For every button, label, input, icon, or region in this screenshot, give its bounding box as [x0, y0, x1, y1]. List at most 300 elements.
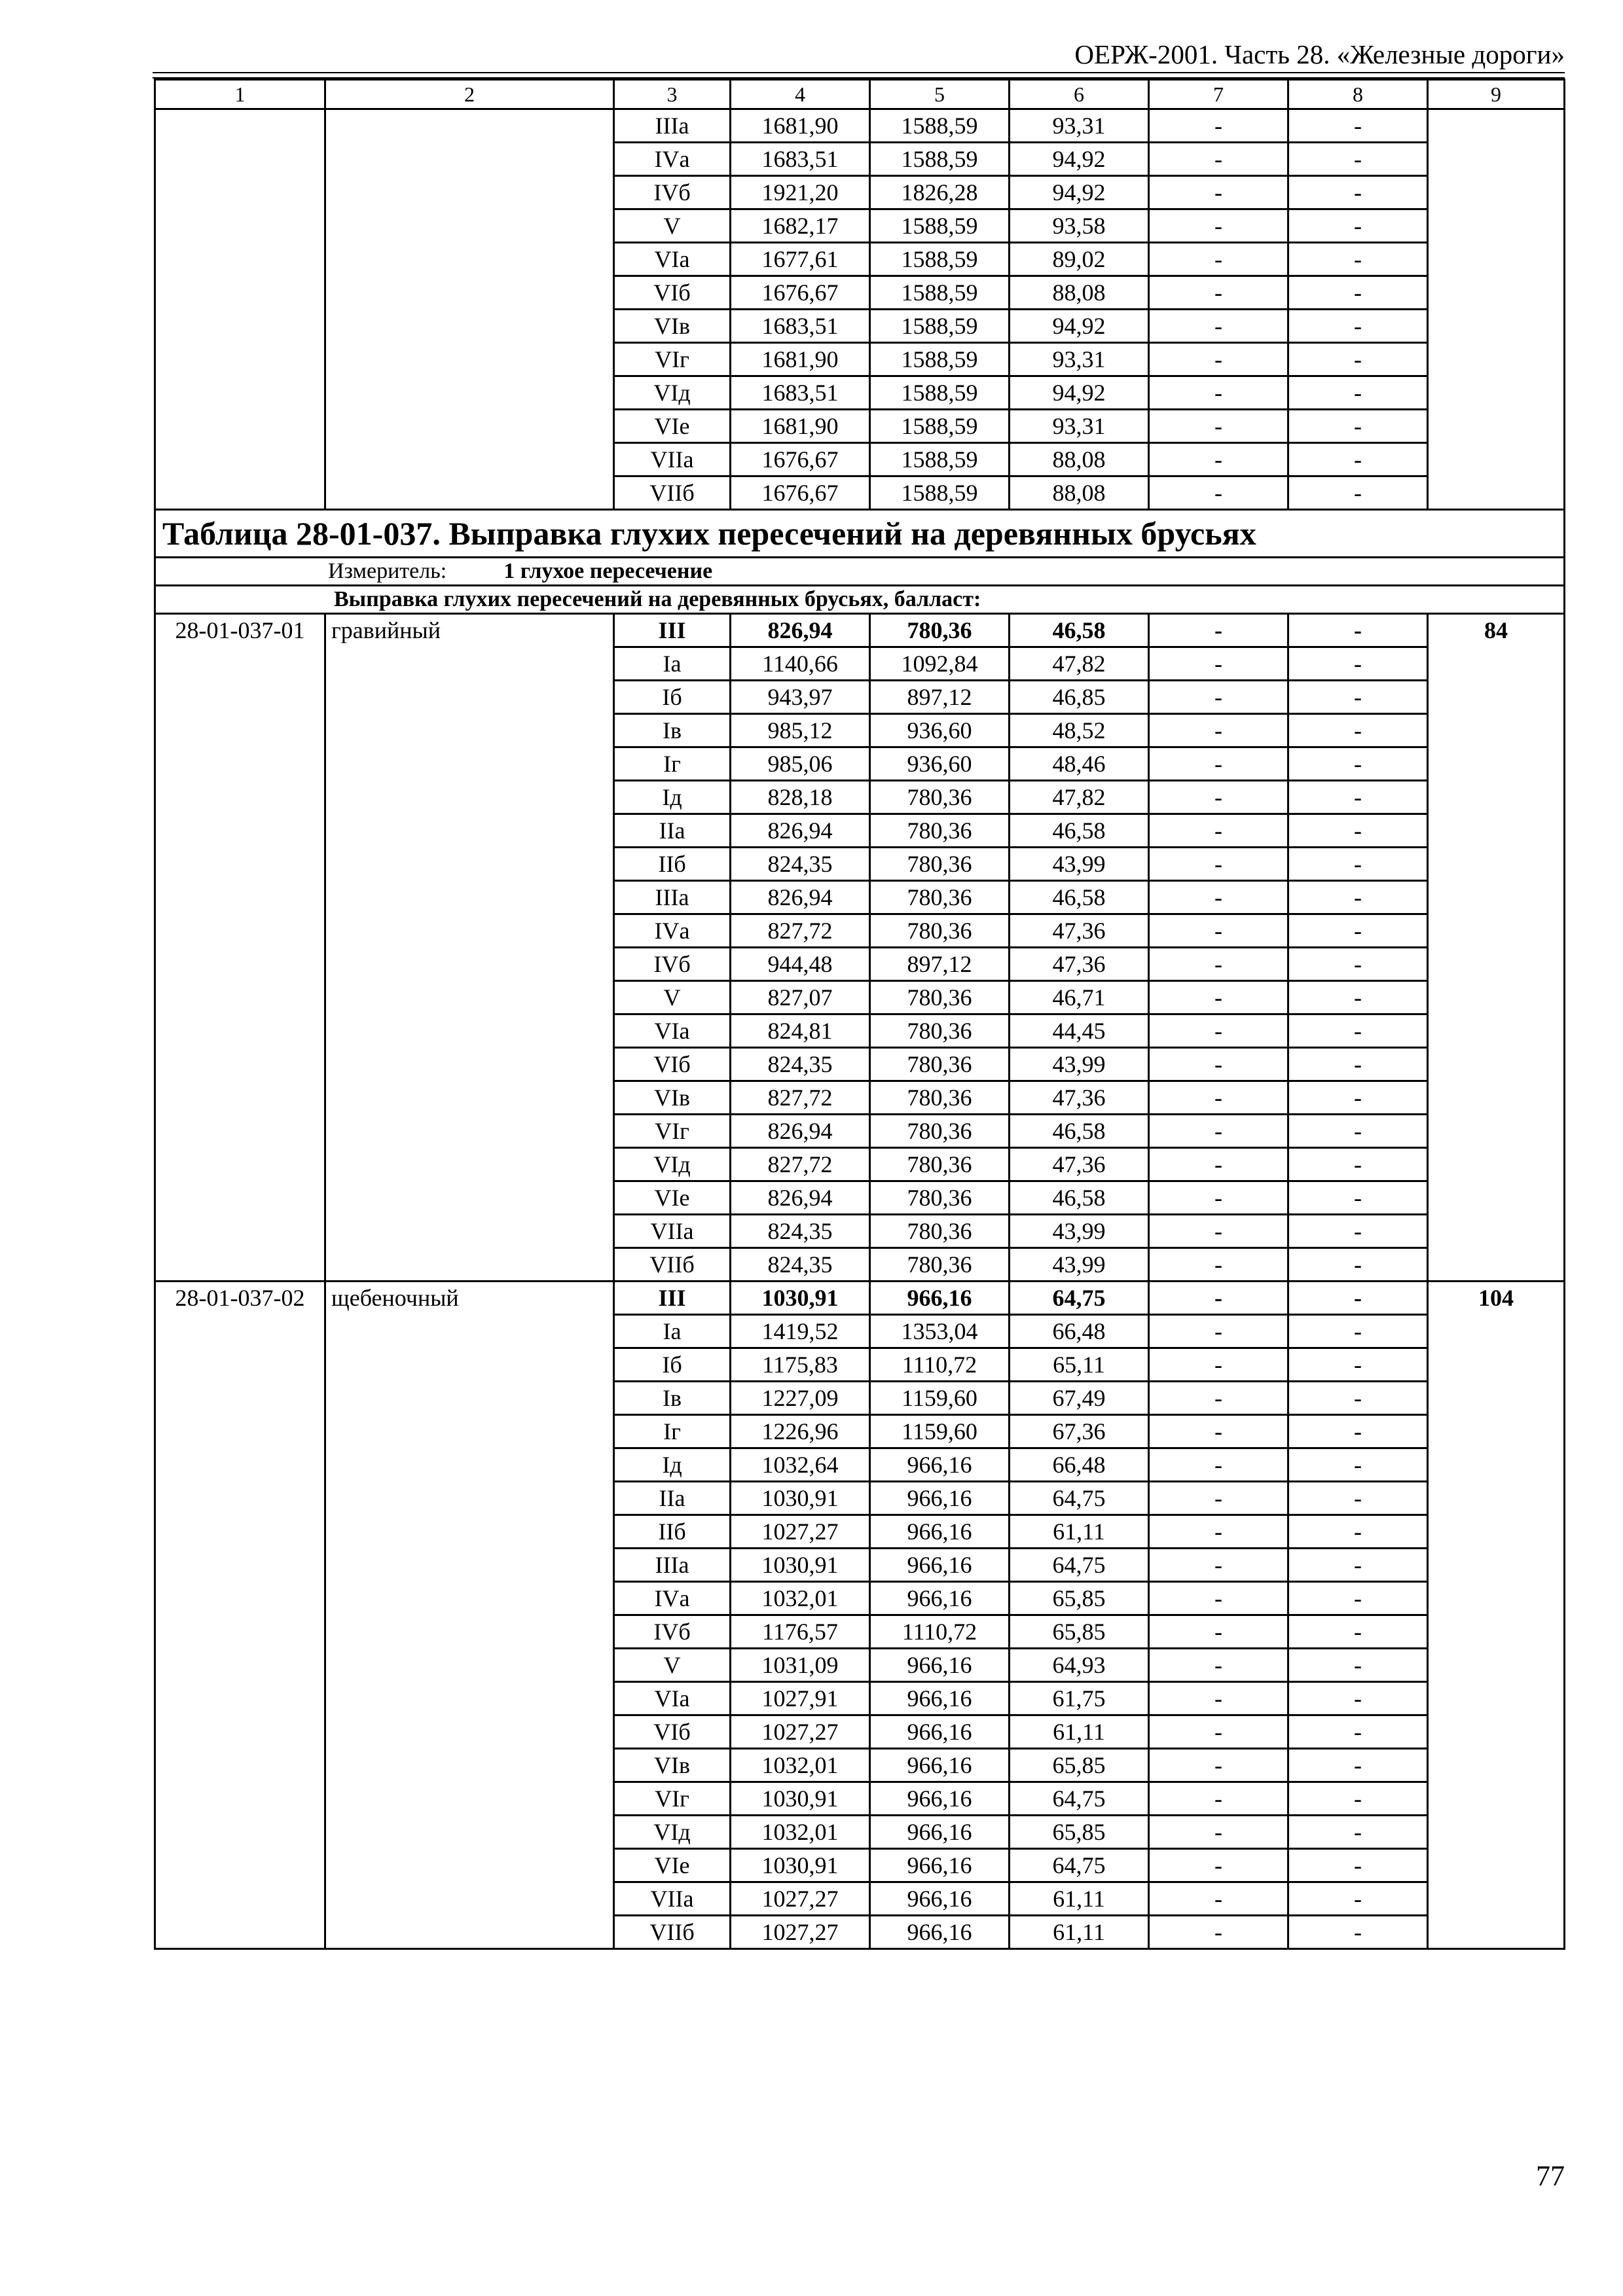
- value-cell: -: [1149, 476, 1288, 510]
- value-cell: 780,36: [870, 1048, 1010, 1081]
- value-cell: -: [1149, 1248, 1288, 1282]
- value-cell: 966,16: [870, 1549, 1010, 1582]
- value-cell: -: [1149, 1115, 1288, 1148]
- value-cell: -: [1149, 1649, 1288, 1682]
- value-cell: 1030,91: [731, 1782, 870, 1816]
- value-cell: 936,60: [870, 714, 1010, 747]
- value-cell: 966,16: [870, 1448, 1010, 1482]
- value-cell: 1140,66: [731, 647, 870, 681]
- value-cell: -: [1149, 1215, 1288, 1248]
- value-cell: 1032,01: [731, 1582, 870, 1615]
- value-cell: -: [1288, 881, 1428, 914]
- row-label: VIб: [614, 1048, 731, 1081]
- row-label: VIб: [614, 1715, 731, 1749]
- value-cell: 966,16: [870, 1882, 1010, 1916]
- value-cell: 88,08: [1010, 276, 1149, 310]
- value-cell: -: [1149, 781, 1288, 814]
- value-cell: 1683,51: [731, 376, 870, 410]
- value-cell: -: [1288, 1549, 1428, 1582]
- value-cell: -: [1149, 410, 1288, 443]
- row-label: VIв: [614, 310, 731, 343]
- code-cell: 28-01-037-01: [155, 614, 325, 1282]
- value-cell: -: [1288, 714, 1428, 747]
- value-cell: 46,58: [1010, 614, 1149, 647]
- value-cell: 1159,60: [870, 1382, 1010, 1415]
- value-cell: 46,58: [1010, 814, 1149, 848]
- value-cell: -: [1149, 1014, 1288, 1048]
- value-cell: -: [1149, 109, 1288, 143]
- value-cell: -: [1288, 410, 1428, 443]
- row-label: Iа: [614, 647, 731, 681]
- value-cell: -: [1288, 647, 1428, 681]
- value-cell: -: [1149, 1715, 1288, 1749]
- value-cell: 43,99: [1010, 1248, 1149, 1282]
- value-cell: 88,08: [1010, 443, 1149, 476]
- value-cell: -: [1288, 747, 1428, 781]
- row-label: VIе: [614, 1181, 731, 1215]
- value-cell: -: [1149, 848, 1288, 881]
- value-cell: 1032,64: [731, 1448, 870, 1482]
- value-cell: -: [1288, 276, 1428, 310]
- value-cell: -: [1149, 914, 1288, 948]
- value-cell: 780,36: [870, 881, 1010, 914]
- value-cell: 827,72: [731, 1148, 870, 1181]
- table-row: [155, 1282, 1565, 1315]
- row-label: VIд: [614, 1148, 731, 1181]
- row-label: VIд: [614, 376, 731, 410]
- value-cell: -: [1288, 1615, 1428, 1649]
- value-cell: 824,35: [731, 1215, 870, 1248]
- col9-cell: [1428, 109, 1565, 510]
- value-cell: 67,36: [1010, 1415, 1149, 1448]
- row-label: VIа: [614, 1014, 731, 1048]
- value-cell: -: [1288, 1749, 1428, 1782]
- value-cell: -: [1149, 1415, 1288, 1448]
- value-cell: 1588,59: [870, 343, 1010, 376]
- value-cell: 1683,51: [731, 143, 870, 176]
- row-label: IIб: [614, 1515, 731, 1549]
- value-cell: 827,07: [731, 981, 870, 1014]
- code-cell: [155, 109, 325, 510]
- value-cell: -: [1288, 848, 1428, 881]
- value-cell: -: [1288, 1882, 1428, 1916]
- value-cell: 1419,52: [731, 1315, 870, 1348]
- row-label: Iа: [614, 1315, 731, 1348]
- value-cell: -: [1288, 948, 1428, 981]
- value-cell: -: [1288, 1181, 1428, 1215]
- column-number: 5: [870, 80, 1010, 109]
- value-cell: 48,46: [1010, 747, 1149, 781]
- value-cell: 780,36: [870, 614, 1010, 647]
- header-rule: [153, 72, 1565, 73]
- value-cell: 1027,27: [731, 1515, 870, 1549]
- table-title-row: [155, 510, 1565, 558]
- value-cell: -: [1149, 1148, 1288, 1181]
- value-cell: 1588,59: [870, 109, 1010, 143]
- value-cell: 826,94: [731, 814, 870, 848]
- value-cell: 1030,91: [731, 1849, 870, 1882]
- value-cell: 64,75: [1010, 1782, 1149, 1816]
- row-label: Iв: [614, 1382, 731, 1415]
- value-cell: 47,82: [1010, 647, 1149, 681]
- value-cell: 43,99: [1010, 848, 1149, 881]
- value-cell: -: [1288, 310, 1428, 343]
- value-cell: 94,92: [1010, 376, 1149, 410]
- value-cell: -: [1288, 476, 1428, 510]
- value-cell: -: [1288, 1715, 1428, 1749]
- value-cell: -: [1149, 747, 1288, 781]
- row-label: VIIа: [614, 443, 731, 476]
- value-cell: 46,58: [1010, 881, 1149, 914]
- row-label: VIе: [614, 1849, 731, 1882]
- value-cell: 61,11: [1010, 1916, 1149, 1949]
- value-cell: 65,85: [1010, 1749, 1149, 1782]
- row-label: Iг: [614, 747, 731, 781]
- row-label: III: [614, 614, 731, 647]
- value-cell: -: [1149, 1181, 1288, 1215]
- value-cell: -: [1288, 1315, 1428, 1348]
- table-row: [155, 109, 1565, 143]
- value-cell: 65,85: [1010, 1816, 1149, 1849]
- value-cell: -: [1149, 243, 1288, 276]
- value-cell: 780,36: [870, 1148, 1010, 1181]
- value-cell: 897,12: [870, 681, 1010, 714]
- value-cell: 47,36: [1010, 1081, 1149, 1115]
- value-cell: -: [1149, 1382, 1288, 1415]
- row-label: Iб: [614, 1348, 731, 1382]
- value-cell: 1353,04: [870, 1315, 1010, 1348]
- value-cell: -: [1149, 1048, 1288, 1081]
- value-cell: 88,08: [1010, 476, 1149, 510]
- table-row: [155, 614, 1565, 647]
- value-cell: -: [1149, 1682, 1288, 1715]
- value-cell: 1681,90: [731, 109, 870, 143]
- value-cell: 827,72: [731, 1081, 870, 1115]
- row-label: VIIб: [614, 1916, 731, 1949]
- row-label: VIIб: [614, 1248, 731, 1282]
- value-cell: 64,75: [1010, 1849, 1149, 1882]
- value-cell: -: [1149, 143, 1288, 176]
- value-cell: -: [1288, 109, 1428, 143]
- value-cell: 47,82: [1010, 781, 1149, 814]
- row-label: IVб: [614, 176, 731, 209]
- row-label: IIIа: [614, 881, 731, 914]
- value-cell: 966,16: [870, 1849, 1010, 1882]
- row-label: VIIб: [614, 476, 731, 510]
- column-number: 4: [731, 80, 870, 109]
- value-cell: -: [1288, 614, 1428, 647]
- value-cell: 1027,27: [731, 1916, 870, 1949]
- value-cell: 1588,59: [870, 410, 1010, 443]
- value-cell: -: [1149, 276, 1288, 310]
- value-cell: -: [1149, 310, 1288, 343]
- row-label: IIа: [614, 814, 731, 848]
- value-cell: -: [1288, 1348, 1428, 1382]
- value-cell: 46,58: [1010, 1115, 1149, 1148]
- value-cell: 826,94: [731, 614, 870, 647]
- name-cell: гравийный: [325, 614, 614, 1282]
- value-cell: -: [1149, 681, 1288, 714]
- value-cell: -: [1149, 1448, 1288, 1482]
- value-cell: -: [1149, 1515, 1288, 1549]
- column-number: 7: [1149, 80, 1288, 109]
- row-label: VIд: [614, 1816, 731, 1849]
- value-cell: 1681,90: [731, 410, 870, 443]
- row-label: Iг: [614, 1415, 731, 1448]
- value-cell: 64,75: [1010, 1282, 1149, 1315]
- value-cell: 780,36: [870, 1215, 1010, 1248]
- value-cell: -: [1149, 714, 1288, 747]
- value-cell: -: [1149, 1782, 1288, 1816]
- meter-label: Измеритель:: [328, 559, 447, 583]
- value-cell: -: [1288, 443, 1428, 476]
- value-cell: 65,85: [1010, 1615, 1149, 1649]
- value-cell: -: [1288, 981, 1428, 1014]
- value-cell: 64,93: [1010, 1649, 1149, 1682]
- value-cell: 61,75: [1010, 1682, 1149, 1715]
- value-cell: -: [1288, 1148, 1428, 1181]
- value-cell: 94,92: [1010, 176, 1149, 209]
- value-cell: 1681,90: [731, 343, 870, 376]
- value-cell: -: [1149, 1482, 1288, 1515]
- value-cell: 61,11: [1010, 1715, 1149, 1749]
- row-label: IIб: [614, 848, 731, 881]
- col9-cell: 84: [1428, 614, 1565, 1282]
- name-cell: [325, 109, 614, 510]
- value-cell: 966,16: [870, 1916, 1010, 1949]
- value-cell: 966,16: [870, 1749, 1010, 1782]
- value-cell: 65,85: [1010, 1582, 1149, 1615]
- row-label: VIв: [614, 1081, 731, 1115]
- row-label: IIIа: [614, 1549, 731, 1582]
- row-label: IVб: [614, 948, 731, 981]
- name-cell: щебеночный: [325, 1282, 614, 1949]
- column-number: 9: [1428, 80, 1565, 109]
- value-cell: 826,94: [731, 1115, 870, 1148]
- value-cell: 1588,59: [870, 376, 1010, 410]
- value-cell: 1588,59: [870, 143, 1010, 176]
- value-cell: 1588,59: [870, 310, 1010, 343]
- column-number-row: [155, 80, 1565, 109]
- value-cell: -: [1288, 143, 1428, 176]
- row-label: V: [614, 1649, 731, 1682]
- value-cell: 966,16: [870, 1816, 1010, 1849]
- subheading-row: [155, 586, 1565, 614]
- value-cell: 1921,20: [731, 176, 870, 209]
- value-cell: 966,16: [870, 1515, 1010, 1549]
- value-cell: -: [1288, 1682, 1428, 1715]
- value-cell: 824,81: [731, 1014, 870, 1048]
- value-cell: 93,31: [1010, 109, 1149, 143]
- value-cell: 897,12: [870, 948, 1010, 981]
- meter-value: 1 глухое пересечение: [503, 559, 713, 583]
- value-cell: -: [1288, 1382, 1428, 1415]
- value-cell: -: [1288, 1048, 1428, 1081]
- value-cell: 1031,09: [731, 1649, 870, 1682]
- value-cell: 827,72: [731, 914, 870, 948]
- value-cell: 1826,28: [870, 176, 1010, 209]
- value-cell: 93,31: [1010, 410, 1149, 443]
- value-cell: 1588,59: [870, 276, 1010, 310]
- value-cell: 93,31: [1010, 343, 1149, 376]
- value-cell: 1588,59: [870, 209, 1010, 243]
- value-cell: 94,92: [1010, 310, 1149, 343]
- row-label: VIг: [614, 1782, 731, 1816]
- value-cell: 46,85: [1010, 681, 1149, 714]
- value-cell: 966,16: [870, 1782, 1010, 1816]
- row-label: Iд: [614, 1448, 731, 1482]
- value-cell: 826,94: [731, 881, 870, 914]
- value-cell: 1227,09: [731, 1382, 870, 1415]
- value-cell: -: [1288, 243, 1428, 276]
- row-label: IIа: [614, 1482, 731, 1515]
- value-cell: 780,36: [870, 814, 1010, 848]
- value-cell: 47,36: [1010, 948, 1149, 981]
- value-cell: 780,36: [870, 914, 1010, 948]
- value-cell: 1676,67: [731, 476, 870, 510]
- value-cell: -: [1149, 614, 1288, 647]
- value-cell: -: [1288, 814, 1428, 848]
- value-cell: -: [1288, 1816, 1428, 1849]
- value-cell: 1159,60: [870, 1415, 1010, 1448]
- value-cell: -: [1149, 1749, 1288, 1782]
- value-cell: 1110,72: [870, 1615, 1010, 1649]
- value-cell: -: [1149, 1348, 1288, 1382]
- value-cell: 966,16: [870, 1715, 1010, 1749]
- row-label: VIг: [614, 343, 731, 376]
- value-cell: -: [1288, 1515, 1428, 1549]
- value-cell: -: [1149, 1849, 1288, 1882]
- value-cell: -: [1149, 176, 1288, 209]
- value-cell: -: [1288, 1081, 1428, 1115]
- value-cell: 780,36: [870, 1248, 1010, 1282]
- value-cell: 824,35: [731, 1248, 870, 1282]
- value-cell: 46,71: [1010, 981, 1149, 1014]
- value-cell: 1676,67: [731, 276, 870, 310]
- norms-table: [154, 79, 1565, 1950]
- row-label: IVа: [614, 143, 731, 176]
- value-cell: 780,36: [870, 1181, 1010, 1215]
- value-cell: 966,16: [870, 1682, 1010, 1715]
- row-label: VIIа: [614, 1882, 731, 1916]
- value-cell: 61,11: [1010, 1515, 1149, 1549]
- value-cell: 1030,91: [731, 1282, 870, 1315]
- meter-row: [155, 558, 1565, 586]
- row-label: IVб: [614, 1615, 731, 1649]
- value-cell: 43,99: [1010, 1048, 1149, 1081]
- value-cell: 966,16: [870, 1582, 1010, 1615]
- value-cell: -: [1149, 1315, 1288, 1348]
- value-cell: 780,36: [870, 1115, 1010, 1148]
- value-cell: 1092,84: [870, 647, 1010, 681]
- value-cell: -: [1149, 1816, 1288, 1849]
- value-cell: -: [1149, 376, 1288, 410]
- column-number: 6: [1010, 80, 1149, 109]
- row-label: VIг: [614, 1115, 731, 1148]
- value-cell: 64,75: [1010, 1549, 1149, 1582]
- code-cell: 28-01-037-02: [155, 1282, 325, 1949]
- running-header: ОЕРЖ-2001. Часть 28. «Железные дороги»: [1074, 39, 1565, 69]
- row-label: III: [614, 1282, 731, 1315]
- column-number: 8: [1288, 80, 1428, 109]
- row-label: IVа: [614, 1582, 731, 1615]
- value-cell: 61,11: [1010, 1882, 1149, 1916]
- value-cell: 1032,01: [731, 1749, 870, 1782]
- row-label: V: [614, 981, 731, 1014]
- row-label: VIв: [614, 1749, 731, 1782]
- row-label: VIIа: [614, 1215, 731, 1248]
- value-cell: -: [1288, 1649, 1428, 1682]
- value-cell: 966,16: [870, 1649, 1010, 1682]
- value-cell: -: [1149, 209, 1288, 243]
- value-cell: -: [1149, 881, 1288, 914]
- value-cell: 67,49: [1010, 1382, 1149, 1415]
- value-cell: 985,12: [731, 714, 870, 747]
- subheading: Выправка глухих пересечений на деревянных брусьях, балласт:: [155, 586, 1565, 614]
- row-label: Iд: [614, 781, 731, 814]
- value-cell: -: [1288, 343, 1428, 376]
- value-cell: 1110,72: [870, 1348, 1010, 1382]
- value-cell: 1027,27: [731, 1882, 870, 1916]
- value-cell: -: [1288, 1582, 1428, 1615]
- value-cell: 1588,59: [870, 443, 1010, 476]
- value-cell: 44,45: [1010, 1014, 1149, 1048]
- value-cell: -: [1288, 1849, 1428, 1882]
- value-cell: -: [1149, 1916, 1288, 1949]
- value-cell: 824,35: [731, 1048, 870, 1081]
- value-cell: -: [1288, 681, 1428, 714]
- value-cell: -: [1288, 1448, 1428, 1482]
- value-cell: 1032,01: [731, 1816, 870, 1849]
- row-label: IIIа: [614, 109, 731, 143]
- value-cell: 966,16: [870, 1282, 1010, 1315]
- value-cell: 780,36: [870, 1014, 1010, 1048]
- value-cell: 46,58: [1010, 1181, 1149, 1215]
- value-cell: 66,48: [1010, 1315, 1149, 1348]
- value-cell: -: [1288, 1282, 1428, 1315]
- column-number: 1: [155, 80, 325, 109]
- value-cell: 1226,96: [731, 1415, 870, 1448]
- value-cell: 94,92: [1010, 143, 1149, 176]
- value-cell: -: [1288, 1215, 1428, 1248]
- value-cell: -: [1149, 948, 1288, 981]
- value-cell: 826,94: [731, 1181, 870, 1215]
- value-cell: 1176,57: [731, 1615, 870, 1649]
- value-cell: 43,99: [1010, 1215, 1149, 1248]
- value-cell: -: [1149, 1549, 1288, 1582]
- row-label: V: [614, 209, 731, 243]
- value-cell: 1588,59: [870, 476, 1010, 510]
- value-cell: -: [1149, 1282, 1288, 1315]
- value-cell: 1175,83: [731, 1348, 870, 1382]
- value-cell: 48,52: [1010, 714, 1149, 747]
- value-cell: -: [1288, 1482, 1428, 1515]
- row-label: VIа: [614, 243, 731, 276]
- value-cell: -: [1149, 1882, 1288, 1916]
- value-cell: 780,36: [870, 781, 1010, 814]
- value-cell: -: [1288, 209, 1428, 243]
- value-cell: 47,36: [1010, 1148, 1149, 1181]
- value-cell: 1677,61: [731, 243, 870, 276]
- value-cell: 780,36: [870, 848, 1010, 881]
- value-cell: -: [1149, 1615, 1288, 1649]
- column-number: 2: [325, 80, 614, 109]
- value-cell: -: [1149, 443, 1288, 476]
- row-label: IVа: [614, 914, 731, 948]
- value-cell: 47,36: [1010, 914, 1149, 948]
- value-cell: -: [1288, 1782, 1428, 1816]
- value-cell: -: [1149, 1582, 1288, 1615]
